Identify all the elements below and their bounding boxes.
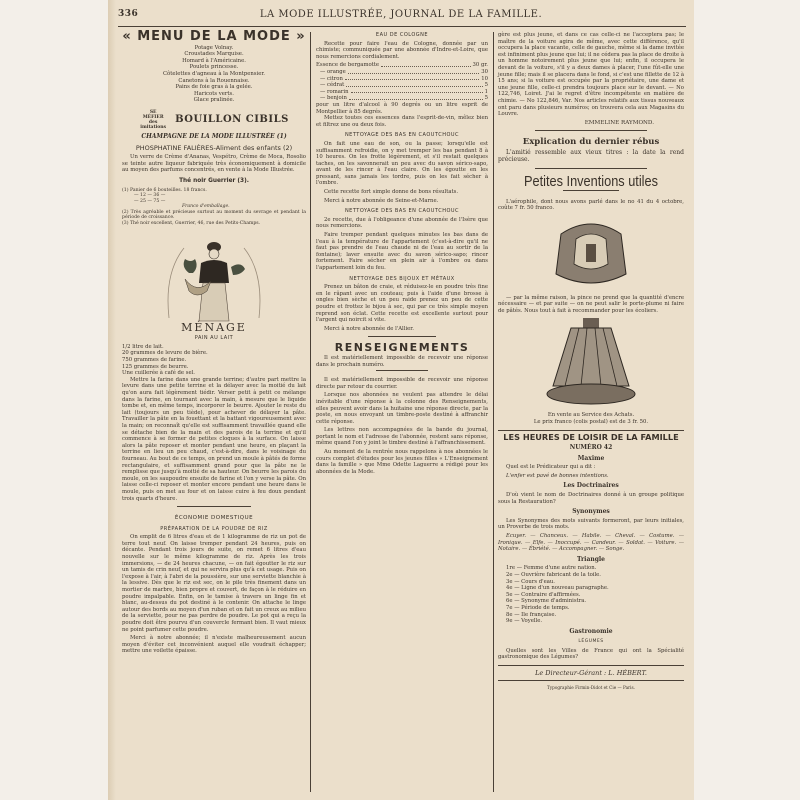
triangle-item: 6e — Synonyme d'administra. — [506, 598, 587, 605]
renseignements-para: Au moment de la rentrée nous rappelons à nos abonnées le cours complet d'études pour les jeunes filles « L'Enseignement dans la famille » que Mme Odette Laguerre a rédigé pour les abonnées de la Mode. — [316, 449, 488, 475]
doctrinaires-question: D'où vient le nom de Doctrinaires donné à un groupe politique sous la Restauration? — [498, 492, 684, 505]
economie-thanks: Merci à notre abonnée; il n'existe malheureusement aucun moyen d'éviter cet inconvénient auquel elle voudrait échapper; mettre une voilette épaisse. — [122, 635, 306, 655]
gastronomie-title: Gastronomie — [569, 627, 613, 635]
menu-item: Poulets princesse. — [189, 64, 239, 71]
menu-item: Haricots verts. — [194, 90, 234, 97]
footnote: (1) Panier de 6 bouteilles. 18 francs. — [122, 187, 207, 193]
menu-item: Croustades Marquise. — [184, 51, 244, 58]
gastronomie-subtitle: LÉGUMES — [578, 639, 604, 645]
cologne-after: pour un litre d'alcool à 90 degrés ou un litre esprit de Montpellier à 85 degrés. — [316, 101, 488, 115]
footnote: (3) Thé noir excellent, Guerrier, 46, rue des Petits-Champs. — [122, 221, 261, 227]
ingredient-qty: 30 gr. — [472, 62, 488, 69]
bas1-thanks: Merci à notre abonnée de Seine-et-Marne. — [324, 197, 439, 204]
column-divider — [310, 32, 311, 792]
page-header — [118, 9, 684, 23]
ingredient-name: — benjoin — [320, 95, 347, 102]
rebus-answer: L'amitié ressemble aux vieux titres : la date la rend précieuse. — [498, 148, 684, 164]
left-column — [122, 29, 306, 657]
separator — [376, 370, 428, 375]
separator — [535, 130, 647, 135]
menu-item: Côtelettes d'agneau à la Montpensier. — [163, 70, 265, 77]
menage-title: MÉNAGE — [181, 320, 247, 334]
maxime-question: Quel est le Prédicateur qui a dit : — [506, 464, 596, 471]
triangle-item: 1re — Femme d'une autre nation. — [506, 565, 597, 572]
ingredient-name: — romarin — [320, 88, 349, 95]
cologne-title: EAU DE COLOGNE — [375, 32, 429, 38]
triangle-list — [498, 565, 684, 624]
renseignements-title: RENSEIGNEMENTS — [334, 341, 470, 355]
triangle-title: Triangle — [576, 555, 605, 563]
triangle-item: 9e — Voyelle. — [506, 618, 543, 625]
bijoux-text: Prenez un bâton de craie, et réduisez-le en poudre très fine en le râpant avec un couteau; puis à l'aide d'une brosse à ongles bien sèche et un peu raide prenez un peu de cette poudre et frottez le bijou à sec, qui par ce très simple moyen reprend son éclat. Cette recette est excellente surtout pour l'argent qui noircit si vite. — [316, 284, 488, 324]
economie-subtitle: PRÉPARATION DE LA POUDRE DE RIZ — [160, 525, 268, 532]
footnote: Franco d'emballage. — [182, 204, 230, 210]
bas1-text: On fait une eau de son, ou la passe; lorsqu'elle est suffisamment refroidie, on y met tremper les bas pendant 8 à 10 heures. On les frotte légèrement, et s'il restait quelques taches, on les savonnerait un peu avec du savon sérico-sapo, avant de les rincer à l'eau claire. On les égoutte en les pressant, sans jamais les tordre, puis on les fait sécher à l'ombre. — [316, 140, 488, 187]
inventions-text: L'aérophile, dont nous avons parlé dans le no 41 du 4 octobre, coûte 7 fr. 50 franco. — [498, 198, 684, 212]
sale-note: En vente au Service des Achats. — [547, 412, 635, 419]
ingredient-line: Une cuillerée à café de sel. — [122, 370, 195, 377]
phosphatine-ad: PHOSPHATINE FALIÈRES-Aliment des enfants (2) — [135, 143, 293, 152]
maxime-title: Maxime — [577, 454, 605, 462]
separator — [498, 680, 684, 681]
heures-title: LES HEURES DE LOISIR DE LA FAMILLE — [503, 432, 679, 443]
right-column — [498, 32, 684, 692]
ingredient-name: Essence de bergamotte — [316, 62, 380, 69]
numero: NUMÉRO 42 — [569, 444, 613, 452]
journal-title: LA MODE ILLUSTRÉE, JOURNAL DE LA FAMILLE. — [259, 9, 543, 20]
cologne-mix: Mettez toutes ces essences dans l'esprit-de-vin, mêlez bien et filtrez une ou deux fois. — [316, 115, 488, 128]
menu-footnotes — [122, 188, 306, 227]
beware-note: SE MÉFIER des imitations — [140, 109, 167, 130]
separator — [177, 506, 251, 511]
footnote: (2) Très agréable et précieuse surtout au moment du sevrage et pendant la période de croissance. — [122, 209, 306, 221]
rebus-title: Explication du dernier rébus — [522, 137, 660, 148]
triangle-item: 4e — Ligne d'un nouveau paragraphe. — [506, 585, 609, 592]
menage-subtitle: PAIN AU LAIT — [194, 335, 234, 342]
synonymes-question: Les Synonymes des mots suivants formeront, par leurs initiales, un Proverbe de trois mots. — [498, 517, 684, 531]
ingredient-line: 750 grammes de farine. — [122, 357, 187, 364]
renseignements-para: Il est matériellement impossible de recevoir une réponse dans le prochain numéro. — [316, 354, 488, 368]
separator — [498, 665, 684, 666]
ingredient-line: 125 grammes de beurre. — [122, 363, 189, 370]
ingredient-row — [316, 82, 488, 89]
ingredient-qty: 5 — [484, 82, 488, 89]
separator — [563, 190, 619, 195]
bas2-title: NETTOYAGE DES BAS EN CAOUTCHOUC — [344, 208, 460, 215]
ingredient-name: — cédrat — [320, 82, 345, 89]
renseignements-para: Il est matériellement impossible de recevoir une réponse directe par retour du courrier. — [316, 377, 488, 390]
synonymes-words: Ecuyer. — Chanceux. — Habile. — Cheval. — Costume. — Ironique. — Elfe. — Inoccupé. — Candeur. — Soldat. — Voiture. — Notaire. — Ébriété. — Accompagner. — Songe. — [498, 532, 684, 553]
cologne-intro: Recette pour faire l'eau de Cologne, donnée par un chimiste; communiquée par une abonnée d'Indre-et-Loire, que nous remercions cordialement. — [316, 40, 488, 60]
bouillon-name: BOUILLON CIBILS — [175, 113, 289, 125]
column-divider — [493, 32, 494, 792]
woman-with-basket-illustration — [159, 233, 269, 323]
doctrinaires-title: Les Doctrinaires — [563, 482, 619, 490]
footnote: — 12 — 36 — — [134, 193, 166, 199]
footnote: — 25 — 75 — — [134, 198, 166, 204]
ingredient-qty: 5 — [484, 95, 488, 102]
printer-credit: Typographie Firmin-Didot et Cie — Paris. — [547, 685, 635, 691]
renseignements-para: Lorsque nos abonnées ne veulent pas attendre le délai inévitable d'une réponse à la colonne des Renseignements, elles peuvent avoir dans la huitaine une réponse directe, par la poste, en nous envoyant un timbre-poste destiné à affranchir cette réponse. — [316, 392, 488, 425]
inkwell-invention-illustration — [546, 214, 636, 292]
inventions-title: Petites Inventions utiles — [524, 172, 658, 190]
triangle-item: 7e — Période de temps. — [506, 604, 570, 611]
bas1-note: Cette recette fort simple donne de bons résultats. — [324, 189, 459, 196]
ingredient-line: 1/2 litre de lait. — [122, 343, 164, 350]
ingredient-row — [316, 95, 488, 102]
mold-invention-illustration — [541, 316, 641, 412]
page-number: 336 — [118, 9, 139, 19]
champagne-ad: CHAMPAGNE DE LA MODE ILLUSTRÉE (1) — [141, 132, 287, 140]
ingredient-qty: 30 — [481, 68, 488, 75]
separator — [498, 430, 684, 431]
menu-item: Canetons à la Rouennaise. — [178, 77, 250, 84]
ingredient-row — [316, 89, 488, 96]
cologne-ingredients — [316, 62, 488, 102]
correspondence-text: gère est plus jeune, et dans ce cas celle-ci ne l'acceptera pas; le maître de la voiture agira de même, avec cette différence, qu'il occupera la place vacante, celle de gauche, même si la dame invitée est infiniment plus jeune que lui; il ne cédera pas la place de droite à un homme notoirement plus jeune que lui; enfin, il occupera le devant de la voiture, s'il y a deux dames à placer, l'une fût-elle une jeune fille; mais il se placera dans le fond, si c'est une fillette de 12 à 15 ans; si la voiture est occupée par la propriétaire, une dame et une jeune fille, celle-ci prendra toujours place sur le devant. — No 122,746, Loiret. J'ai le regret d'être incompétente en matière de chimie. — No 122,846, Var. Nos articles relatifs aux tissus nouveaux ont paru dans plusieurs numéros; on trouvera cela aux Magasins du Louvre. — [498, 32, 684, 118]
ingredient-row — [316, 69, 488, 76]
menu-item: Homard à l'Américaine. — [182, 57, 246, 64]
middle-column — [316, 32, 488, 477]
ingredient-qty: 10 — [481, 75, 488, 82]
menu-item: Glace pralinée. — [193, 97, 235, 104]
triangle-item: 3e — Cours d'eau. — [506, 578, 555, 585]
bas2-text: 2e recette, due à l'obligeance d'une abonnée de l'Isère que nous remercions. — [316, 216, 488, 230]
signature: EMMELINE RAYMOND. — [584, 119, 654, 126]
triangle-item: 2e — Ouvrière fabricant de la toile. — [506, 571, 601, 578]
menu-item: Pains de foie gras à la gelée. — [175, 84, 253, 91]
ingredient-qty: 1 — [484, 88, 488, 95]
menage-recipe: Mettre la farine dans une grande terrine; d'autre part mettre la levure dans une petite terrine et la délayer avec la moitié du lait qu'on aura fait légèrement tiédir. Verser petit à petit ce mélange dans la farine, en tournant avec la main, à mesure que le liquide tombe et, en même temps, incorporer le beurre. Ajouter le reste du lait (toujours un peu tiède), pour achever de délayer la pâte. Travailler la pâte en la fouettant et la battant vigoureusement avec la main; on reconnaît qu'elle est suffisamment travaillée quand elle se détache bien de la main et des parois de la terrine et qu'il commence à se former de petites cloques à la surface. On laisse alors la pâte reposer et monter pendant une heure, en plaçant la terrine en lieu un peu chaud, c'est-à-dire, dans le voisinage du fourneau. Au bout de ce temps, on prend un moule à pâtés de forme rectangulaire, et suffisamment grand pour que la pâte ne le remplisse que jusqu'à moitié de sa hauteur. On beurre les parois du moule, on les saupoudre ensuite de farine et l'on y verse la pâte. On laisse celle-ci reposer et monter encore pendant une heure dans le moule, puis on met au four et on laisse cuire à feu doux pendant trois quarts d'heure. — [122, 376, 306, 502]
header-rule — [118, 26, 686, 27]
renseignements-para: Les lettres non accompagnées de la bande du journal, portant le nom et l'adresse de l'abonnée, restent sans réponse, même quand l'on y joint le timbre destiné à l'affranchissement. — [316, 427, 488, 447]
menu-title: « MENU DE LA MODE » — [122, 29, 306, 44]
ingredient-line: 20 grammes de levure de bière. — [122, 350, 208, 357]
bas1-title: NETTOYAGE DES BAS EN CAOUTCHOUC — [344, 132, 460, 139]
ingredient-row — [316, 62, 488, 69]
bijoux-title: NETTOYAGE DES BIJOUX ET MÉTAUX — [349, 275, 455, 282]
triangle-item: 8e — Ile française. — [506, 611, 557, 618]
triangle-item: 5e — Contraire d'affirmées. — [506, 591, 581, 598]
ingredient-name: — citron — [320, 75, 343, 82]
synonymes-title: Synonymes — [572, 508, 610, 516]
menu-items — [122, 45, 306, 104]
the-noir-ad: Thé noir Guerrier (3). — [179, 177, 249, 184]
creme-ad: Un verre de Crème d'Ananas, Vespétro, Crème de Moca, Rosolio se teinte autre liqueur fabriquée très économiquement à domicile au moyen des parfums concentrés, en vente à la Mode Illustrée. — [122, 154, 306, 174]
maxime-quote: L'enfer est pavé de bonnes intentions. — [506, 472, 609, 479]
economie-title: ÉCONOMIE DOMESTIQUE — [174, 515, 254, 522]
bouillon-ad — [122, 110, 306, 130]
director-signature: Le Directeur-Gérant : L. HÉBERT. — [535, 668, 647, 677]
gastronomie-question: Quelles sont les Villes de France qui ont la Spécialité gastronomique des Légumes? — [498, 647, 684, 661]
menu-item: Potage Volnay. — [194, 44, 234, 51]
bijoux-thanks: Merci à notre abonnée de l'Allier. — [324, 325, 414, 332]
ingredient-name: — orange — [320, 68, 346, 75]
economie-text: On emplit de 6 litres d'eau et de 1 kilogramme de riz un pot de terre tout neuf. On laisse tremper pendant 24 heures, puis on décante. Pendant trois jours de suite, on remet 6 litres d'eau nouvelle sur le même kilogramme de riz. Après les trois immersions, — de 24 heures chacune, — on fait égoutter le riz sur un tamis de crin neuf, et qui ne servira plus qu'à cet usage. Puis on l'expose à l'air, à l'abri de la poussière, sur une serviette blanchie à la lessive. Dès que le riz est sec, on le pile très finement dans un mortier de marbre, bien propre et couvert, de façon à le réduire en poudre impalpable. Enfin, on le tamise à travers un linge fin et blanc, au-dessus du pot destiné à le contenir. On attache le linge autour des bords au moyen d'un ruban et on fait un creux au milieu de la serviette, pour ne pas perdre de poudre. Le pot qui a reçu la poudre doit être pourvu d'un couvercle fermant bien. Il vaut mieux ne point parfumer cette poudre. — [122, 534, 306, 633]
bas2-text2: Faire tremper pendant quelques minutes les bas dans de l'eau à la température de l'appartement (c'est-à-dire qu'il ne faut pas prendre de l'eau chaude ni de l'eau au sortir de la fontaine); laver ensuite avec du savon sérico-sapo; rincer fortement. Faire sécher en plein air à l'ombre ou dans l'appartement loin du feu. — [316, 232, 488, 271]
price-note: Le prix franco (colis postal) est de 3 fr. 50. — [533, 419, 649, 426]
inventions-text: — par la même raison, la pince ne prend que la quantité d'encre nécessaire — et par suite — on ne peut salir le porte-plume ni faire de pâtés. Nous tout à fait à recommander pour les écoliers. — [498, 294, 684, 314]
